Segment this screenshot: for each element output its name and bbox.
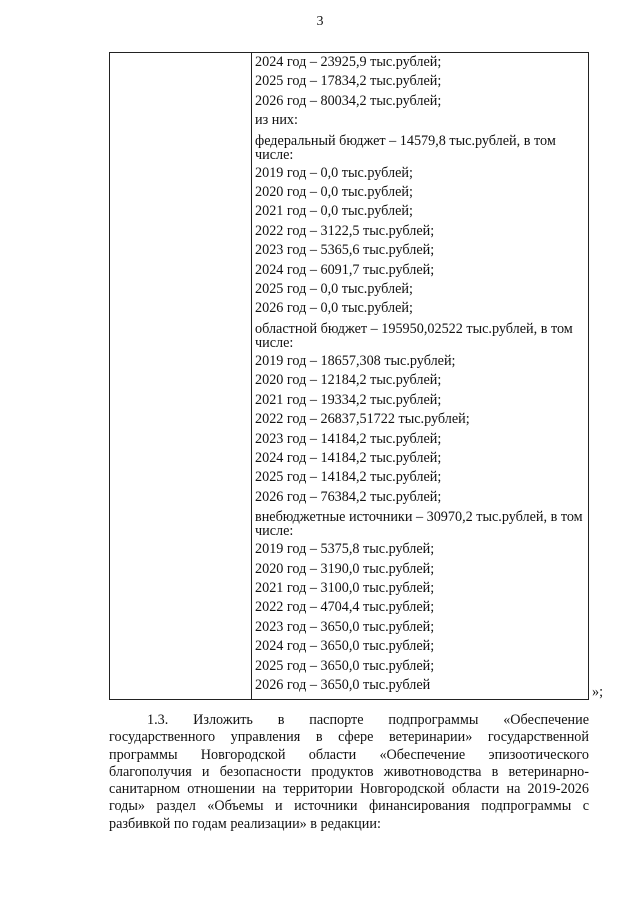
table-line: из них: — [255, 112, 298, 129]
table-line: 2024 год – 14184,2 тыс.рублей; — [255, 449, 442, 466]
table-line: 2026 год – 80034,2 тыс.рублей; — [255, 92, 442, 109]
table-line: 2020 год – 0,0 тыс.рублей; — [255, 184, 413, 201]
table-line: 2019 год – 0,0 тыс.рублей; — [255, 164, 413, 181]
table-line: 2024 год – 23925,9 тыс.рублей; — [255, 54, 442, 70]
table-line-regional: областной бюджет – 195950,02522 тыс.рублей, в том числе: — [255, 320, 573, 351]
table-line: 2023 год – 14184,2 тыс.рублей; — [255, 430, 442, 447]
table-line: 2021 год – 0,0 тыс.рублей; — [255, 203, 413, 220]
financing-table — [109, 52, 589, 700]
table-line: 2019 год – 5375,8 тыс.рублей; — [255, 541, 435, 558]
table-line: 2020 год – 12184,2 тыс.рублей; — [255, 372, 442, 389]
table-line: 2025 год – 0,0 тыс.рублей; — [255, 281, 413, 298]
table-line: 2021 год – 3100,0 тыс.рублей; — [255, 579, 435, 596]
table-line: 2020 год – 3190,0 тыс.рублей; — [255, 560, 435, 577]
table-line: 2026 год – 0,0 тыс.рублей; — [255, 300, 413, 317]
table-line: 2025 год – 3650,0 тыс.рублей; — [255, 657, 435, 674]
financing-cell — [255, 53, 584, 695]
column-divider — [251, 53, 252, 699]
table-line: 2025 год – 17834,2 тыс.рублей; — [255, 73, 442, 90]
table-line: 2022 год – 26837,51722 тыс.рублей; — [255, 411, 470, 428]
page-number: 3 — [316, 14, 324, 29]
closing-quote-mark: »; — [592, 684, 604, 700]
table-line: 2021 год – 19334,2 тыс.рублей; — [255, 391, 442, 408]
table-line: 2024 год – 6091,7 тыс.рублей; — [255, 261, 435, 278]
table-line: 2023 год – 3650,0 тыс.рублей; — [255, 618, 435, 635]
table-line: 2022 год – 4704,4 тыс.рублей; — [255, 599, 435, 616]
table-line: 2026 год – 3650,0 тыс.рублей — [255, 676, 431, 693]
body-paragraph: 1.3. Изложить в паспорте подпрограммы «Обеспечение государственного управления в сфере ветеринарии» государственной программы Новгородской области «Обеспечение эпизоотического благополучия и безопасности продуктов животноводства в ветеринарно-санитарном отношении на территории Новгородской области на 2019-2026 годы» раздел «Объемы и источники финансирования подпрограммы с разбивкой по годам реализации» в редакции: — [109, 712, 589, 832]
table-line: 2022 год – 3122,5 тыс.рублей; — [255, 222, 435, 239]
table-line: 2019 год – 18657,308 тыс.рублей; — [255, 352, 456, 369]
table-line: 2025 год – 14184,2 тыс.рублей; — [255, 469, 442, 486]
table-line: 2026 год – 76384,2 тыс.рублей; — [255, 488, 442, 505]
table-line-extrabudget: внебюджетные источники – 30970,2 тыс.рублей, в том числе: — [255, 509, 583, 540]
table-line: 2024 год – 3650,0 тыс.рублей; — [255, 638, 435, 655]
table-line: 2023 год – 5365,6 тыс.рублей; — [255, 242, 435, 259]
table-line-federal: федеральный бюджет – 14579,8 тыс.рублей, в том числе: — [255, 132, 556, 163]
